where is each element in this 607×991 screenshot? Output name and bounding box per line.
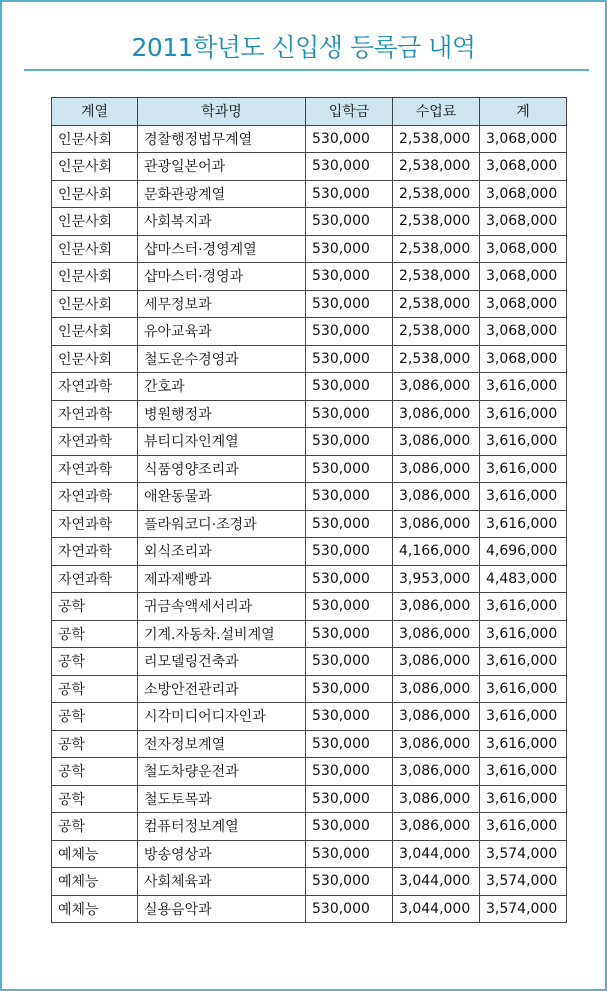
cell-admission-fee: 530,000 — [306, 510, 393, 538]
cell-division: 인문사회 — [52, 125, 138, 153]
cell-admission-fee: 530,000 — [306, 703, 393, 731]
cell-tuition-fee: 2,538,000 — [393, 208, 480, 236]
cell-admission-fee: 530,000 — [306, 895, 393, 923]
header-department: 학과명 — [138, 98, 306, 126]
cell-total: 3,616,000 — [480, 373, 567, 401]
cell-tuition-fee: 3,086,000 — [393, 455, 480, 483]
cell-total: 3,616,000 — [480, 813, 567, 841]
table-row — [52, 565, 567, 593]
cell-department: 방송영상과 — [138, 840, 306, 868]
table-row — [52, 593, 567, 621]
cell-tuition-fee: 3,953,000 — [393, 565, 480, 593]
cell-tuition-fee: 2,538,000 — [393, 153, 480, 181]
cell-department: 철도운수경영과 — [138, 345, 306, 373]
cell-total: 3,616,000 — [480, 648, 567, 676]
cell-department: 전자정보계열 — [138, 730, 306, 758]
table-row — [52, 703, 567, 731]
cell-department: 병원행정과 — [138, 400, 306, 428]
cell-admission-fee: 530,000 — [306, 400, 393, 428]
cell-division: 인문사회 — [52, 263, 138, 291]
cell-admission-fee: 530,000 — [306, 675, 393, 703]
cell-division: 자연과학 — [52, 565, 138, 593]
table-body — [52, 125, 567, 923]
cell-admission-fee: 530,000 — [306, 125, 393, 153]
table-row — [52, 868, 567, 896]
table-row — [52, 813, 567, 841]
cell-department: 세무정보과 — [138, 290, 306, 318]
cell-admission-fee: 530,000 — [306, 235, 393, 263]
header-tuition-fee: 수업료 — [393, 98, 480, 126]
cell-department: 사회복지과 — [138, 208, 306, 236]
cell-total: 3,068,000 — [480, 263, 567, 291]
cell-total: 3,574,000 — [480, 868, 567, 896]
cell-tuition-fee: 3,086,000 — [393, 510, 480, 538]
cell-tuition-fee: 3,086,000 — [393, 675, 480, 703]
cell-total: 3,068,000 — [480, 125, 567, 153]
cell-division: 공학 — [52, 675, 138, 703]
cell-tuition-fee: 3,086,000 — [393, 428, 480, 456]
cell-admission-fee: 530,000 — [306, 483, 393, 511]
cell-total: 3,068,000 — [480, 318, 567, 346]
cell-total: 3,068,000 — [480, 235, 567, 263]
cell-total: 3,574,000 — [480, 895, 567, 923]
cell-division: 예체능 — [52, 840, 138, 868]
cell-tuition-fee: 2,538,000 — [393, 235, 480, 263]
table-row — [52, 235, 567, 263]
cell-tuition-fee: 3,086,000 — [393, 593, 480, 621]
cell-division: 자연과학 — [52, 455, 138, 483]
cell-tuition-fee: 2,538,000 — [393, 345, 480, 373]
cell-admission-fee: 530,000 — [306, 565, 393, 593]
cell-admission-fee: 530,000 — [306, 620, 393, 648]
cell-department: 관광일본어과 — [138, 153, 306, 181]
table-row — [52, 180, 567, 208]
cell-department: 귀금속액세서리과 — [138, 593, 306, 621]
cell-tuition-fee: 3,044,000 — [393, 840, 480, 868]
cell-department: 식품영양조리과 — [138, 455, 306, 483]
cell-department: 철도차량운전과 — [138, 758, 306, 786]
cell-admission-fee: 530,000 — [306, 538, 393, 566]
table-row — [52, 345, 567, 373]
table-row — [52, 455, 567, 483]
cell-tuition-fee: 2,538,000 — [393, 263, 480, 291]
cell-tuition-fee: 3,086,000 — [393, 620, 480, 648]
table-row — [52, 125, 567, 153]
cell-division: 자연과학 — [52, 510, 138, 538]
table-row — [52, 290, 567, 318]
tuition-table — [51, 97, 567, 923]
cell-admission-fee: 530,000 — [306, 730, 393, 758]
cell-division: 공학 — [52, 648, 138, 676]
cell-total: 3,616,000 — [480, 593, 567, 621]
table-row — [52, 675, 567, 703]
cell-admission-fee: 530,000 — [306, 153, 393, 181]
cell-tuition-fee: 2,538,000 — [393, 125, 480, 153]
table-row — [52, 428, 567, 456]
cell-total: 3,616,000 — [480, 510, 567, 538]
cell-division: 공학 — [52, 785, 138, 813]
table-row — [52, 208, 567, 236]
table-row — [52, 620, 567, 648]
cell-total: 3,616,000 — [480, 400, 567, 428]
cell-admission-fee: 530,000 — [306, 373, 393, 401]
cell-division: 자연과학 — [52, 483, 138, 511]
cell-total: 3,616,000 — [480, 785, 567, 813]
cell-tuition-fee: 3,086,000 — [393, 758, 480, 786]
cell-tuition-fee: 3,044,000 — [393, 868, 480, 896]
table-row — [52, 510, 567, 538]
cell-total: 3,068,000 — [480, 180, 567, 208]
cell-total: 3,616,000 — [480, 455, 567, 483]
cell-department: 실용음악과 — [138, 895, 306, 923]
cell-division: 인문사회 — [52, 180, 138, 208]
cell-total: 3,068,000 — [480, 153, 567, 181]
cell-department: 외식조리과 — [138, 538, 306, 566]
cell-tuition-fee: 2,538,000 — [393, 318, 480, 346]
cell-tuition-fee: 3,044,000 — [393, 895, 480, 923]
cell-department: 뷰티디자인계열 — [138, 428, 306, 456]
table-row — [52, 318, 567, 346]
cell-tuition-fee: 3,086,000 — [393, 648, 480, 676]
cell-total: 4,483,000 — [480, 565, 567, 593]
cell-total: 3,616,000 — [480, 758, 567, 786]
table-row — [52, 730, 567, 758]
cell-department: 소방안전관리과 — [138, 675, 306, 703]
table-row — [52, 648, 567, 676]
cell-division: 인문사회 — [52, 208, 138, 236]
cell-tuition-fee: 3,086,000 — [393, 400, 480, 428]
cell-department: 간호과 — [138, 373, 306, 401]
table-header-row — [52, 98, 567, 126]
cell-admission-fee: 530,000 — [306, 840, 393, 868]
cell-tuition-fee: 3,086,000 — [393, 703, 480, 731]
cell-division: 인문사회 — [52, 235, 138, 263]
cell-tuition-fee: 2,538,000 — [393, 290, 480, 318]
cell-department: 유아교육과 — [138, 318, 306, 346]
cell-admission-fee: 530,000 — [306, 345, 393, 373]
cell-division: 예체능 — [52, 868, 138, 896]
cell-department: 리모델링건축과 — [138, 648, 306, 676]
cell-tuition-fee: 3,086,000 — [393, 785, 480, 813]
cell-department: 애완동물과 — [138, 483, 306, 511]
cell-department: 기계.자동차.설비계열 — [138, 620, 306, 648]
header-total: 계 — [480, 98, 567, 126]
cell-division: 인문사회 — [52, 345, 138, 373]
cell-admission-fee: 530,000 — [306, 180, 393, 208]
cell-tuition-fee: 3,086,000 — [393, 483, 480, 511]
table-row — [52, 153, 567, 181]
cell-total: 3,616,000 — [480, 483, 567, 511]
table-row — [52, 373, 567, 401]
cell-admission-fee: 530,000 — [306, 785, 393, 813]
table-row — [52, 758, 567, 786]
cell-division: 자연과학 — [52, 400, 138, 428]
header-admission-fee: 입학금 — [306, 98, 393, 126]
cell-division: 공학 — [52, 703, 138, 731]
table-row — [52, 895, 567, 923]
cell-admission-fee: 530,000 — [306, 813, 393, 841]
cell-total: 3,616,000 — [480, 730, 567, 758]
table-row — [52, 263, 567, 291]
cell-admission-fee: 530,000 — [306, 758, 393, 786]
cell-division: 예체능 — [52, 895, 138, 923]
table-row — [52, 840, 567, 868]
cell-total: 3,616,000 — [480, 703, 567, 731]
cell-tuition-fee: 4,166,000 — [393, 538, 480, 566]
table-row — [52, 785, 567, 813]
cell-total: 3,068,000 — [480, 290, 567, 318]
cell-department: 샵마스터·경영과 — [138, 263, 306, 291]
cell-division: 공학 — [52, 813, 138, 841]
cell-department: 문화관광계열 — [138, 180, 306, 208]
cell-admission-fee: 530,000 — [306, 208, 393, 236]
cell-tuition-fee: 2,538,000 — [393, 180, 480, 208]
cell-division: 자연과학 — [52, 428, 138, 456]
cell-department: 샵마스터·경영계열 — [138, 235, 306, 263]
cell-admission-fee: 530,000 — [306, 428, 393, 456]
cell-admission-fee: 530,000 — [306, 263, 393, 291]
cell-admission-fee: 530,000 — [306, 593, 393, 621]
cell-total: 3,068,000 — [480, 208, 567, 236]
table-row — [52, 538, 567, 566]
cell-tuition-fee: 3,086,000 — [393, 373, 480, 401]
cell-division: 인문사회 — [52, 290, 138, 318]
table-row — [52, 400, 567, 428]
cell-department: 사회체육과 — [138, 868, 306, 896]
cell-division: 공학 — [52, 730, 138, 758]
cell-total: 3,616,000 — [480, 675, 567, 703]
cell-division: 자연과학 — [52, 373, 138, 401]
cell-tuition-fee: 3,086,000 — [393, 813, 480, 841]
cell-department: 시각미디어디자인과 — [138, 703, 306, 731]
cell-department: 플라워코디·조경과 — [138, 510, 306, 538]
cell-total: 3,616,000 — [480, 620, 567, 648]
cell-department: 제과제빵과 — [138, 565, 306, 593]
cell-division: 인문사회 — [52, 318, 138, 346]
cell-admission-fee: 530,000 — [306, 455, 393, 483]
title-divider — [24, 69, 589, 71]
cell-tuition-fee: 3,086,000 — [393, 730, 480, 758]
cell-division: 자연과학 — [52, 538, 138, 566]
cell-department: 컴퓨터정보계열 — [138, 813, 306, 841]
cell-division: 공학 — [52, 593, 138, 621]
cell-division: 공학 — [52, 758, 138, 786]
page-title: 2011학년도 신입생 등록금 내역 — [131, 33, 476, 62]
cell-admission-fee: 530,000 — [306, 318, 393, 346]
cell-total: 3,616,000 — [480, 428, 567, 456]
cell-division: 공학 — [52, 620, 138, 648]
header-division: 계열 — [52, 98, 138, 126]
cell-department: 철도토목과 — [138, 785, 306, 813]
cell-admission-fee: 530,000 — [306, 868, 393, 896]
cell-total: 4,696,000 — [480, 538, 567, 566]
cell-division: 인문사회 — [52, 153, 138, 181]
cell-total: 3,068,000 — [480, 345, 567, 373]
cell-admission-fee: 530,000 — [306, 648, 393, 676]
table-row — [52, 483, 567, 511]
cell-admission-fee: 530,000 — [306, 290, 393, 318]
cell-total: 3,574,000 — [480, 840, 567, 868]
cell-department: 경찰행정법무계열 — [138, 125, 306, 153]
